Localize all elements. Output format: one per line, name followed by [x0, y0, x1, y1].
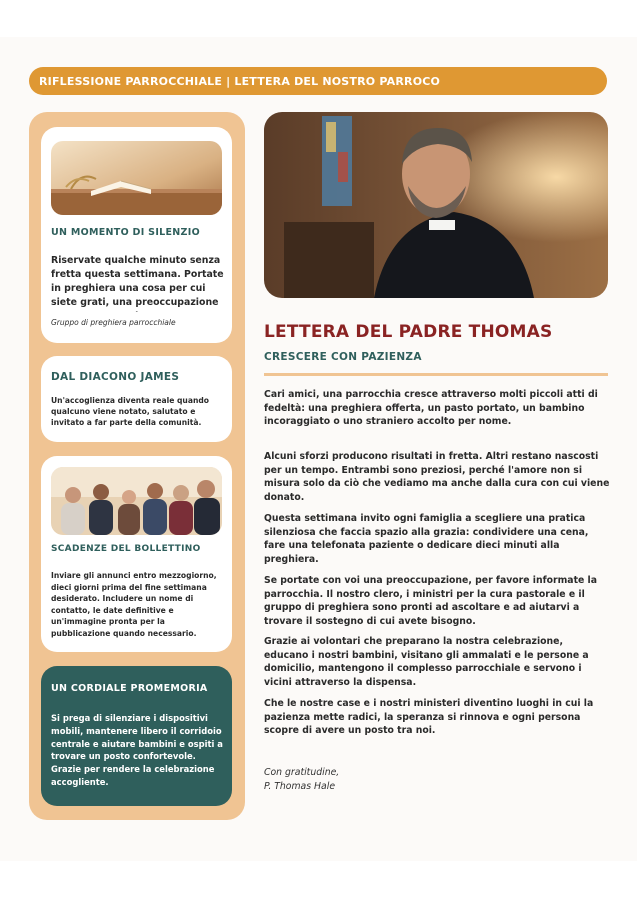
letter-paragraph: Grazie ai volontari che preparano la nostra celebrazione, educano i nostri bambini, visitano gli ammalati e le persone a domicilio, mantengono il complesso parrocchiale e servono i vicini attraverso la dispensa. — [264, 636, 589, 688]
card-heading: UN CORDIALE PROMEMORIA — [51, 683, 208, 694]
card-friendly-reminder — [41, 666, 232, 806]
image-caption: Gruppo di preghiera parrocchiale — [51, 318, 176, 327]
letter-paragraph: Questa settimana invito ogni famiglia a scegliere una pratica silenziosa che faccia spazio alla grazia: condividere una cena, fare una telefonata paziente o dedicare dieci minuti alla preghiera. — [264, 513, 589, 565]
letter-paragraph: Cari amici, una parrocchia cresce attraverso molti piccoli atti di fedeltà: una preghiera offerta, un pasto portato, un bambino incoraggiato o uno straniero accolto per nome. — [264, 389, 598, 427]
closing-line: Con gratitudine, — [264, 767, 340, 778]
card-heading: SCADENZE DEL BOLLETTINO — [51, 544, 201, 554]
priest-portrait-image — [264, 112, 608, 298]
card-body: Riservate qualche minuto senza fretta questa settimana. Portate in preghiera una cosa per cui siete grati, una preoccupazione — [51, 255, 224, 308]
card-bulletin-deadlines — [41, 456, 232, 652]
card-deacon-james — [41, 356, 232, 442]
card-heading: UN MOMENTO DI SILENZIO — [51, 227, 200, 238]
letter-title: LETTERA DEL PADRE THOMAS — [264, 322, 553, 342]
divider — [264, 373, 608, 376]
header-banner: RIFLESSIONE PARROCCHIALE | LETTERA DEL NOSTRO PARROCO — [29, 67, 607, 95]
letter-subtitle: CRESCERE CON PAZIENZA — [264, 351, 422, 363]
letter-paragraph: Alcuni sforzi producono risultati in fretta. Altri restano nascosti per un tempo. Entrambi sono preziosi, perché l'amore non si misura solo da ciò che vediamo ma anche dalla cura con cui viene donato. — [264, 451, 610, 503]
letter-paragraph: Che le nostre case e i nostri ministeri diventino luoghi in cui la pazienza mette radici, la speranza si rinnova e ogni persona scopre di avere un posto tra noi. — [264, 698, 594, 736]
card-body: Un'accoglienza diventa reale quando qualcuno viene notato, salutato e invitato a far parte della comunità. — [51, 396, 210, 427]
card-body: Si prega di silenziare i dispositivi mobili, mantenere libero il corridoio centrale e aiutare bambini e ospiti a trovare un posto confortevole. Grazie per rendere la celebrazione accogliente. — [51, 713, 223, 787]
card-moment-of-silence — [41, 127, 232, 343]
letter-closing — [264, 766, 339, 793]
signature: P. Thomas Hale — [264, 780, 336, 792]
card-body: Inviare gli annunci entro mezzogiorno, dieci giorni prima del fine settimana desiderato. Includere un nome di contatto, le date definitive e un'immagine pronta per la pubblicazione quando necessario. — [51, 571, 217, 638]
open-bible-image — [51, 141, 222, 215]
community-gathering-image — [51, 467, 222, 535]
card-heading: DAL DIACONO JAMES — [51, 371, 180, 383]
letter-paragraph: Se portate con voi una preoccupazione, per favore informate la parrocchia. Il nostro clero, i ministri per la cura pastorale e il gruppo di preghiera sono pronti ad ascoltare e ad aiutarvi a trovare il sostegno di cui avete bisogno. — [264, 575, 598, 627]
